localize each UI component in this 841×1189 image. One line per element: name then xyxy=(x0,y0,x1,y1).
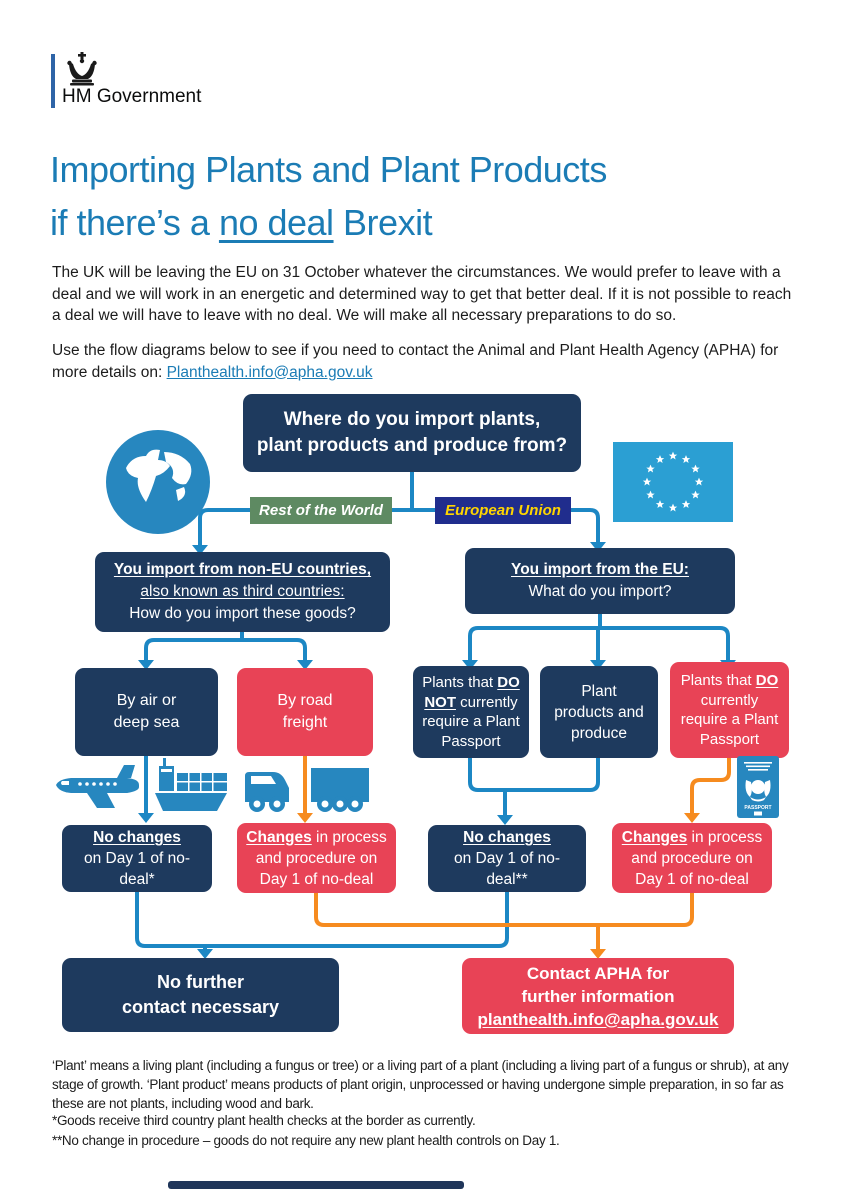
title-line1: Importing Plants and Plant Products xyxy=(50,149,607,190)
gov-logo-text: HM Government xyxy=(62,86,202,107)
flow-box-root-question: Where do you import plants, plant products and produce from? xyxy=(243,394,581,472)
branch-label-rest-of-world: Rest of the World xyxy=(250,497,392,524)
flow-box-plants-no-passport: Plants that DO NOT currently require a Plant Passport xyxy=(413,666,529,758)
crown-icon xyxy=(64,52,100,86)
footnote-definitions: ‘Plant’ means a living plant (including a fungus or tree) or a living part of a plant (including a living part of a fungus or shrub), at any stage of growth. ‘Plant product’ means products of plant origin, unprocessed or having undergone simple preparation, in so far as these are not plants, including wood and bark. xyxy=(52,1058,789,1111)
title-line2: if there’s a no deal Brexit xyxy=(50,202,433,243)
diagram-instructions: Use the flow diagrams below to see if you need to contact the Animal and Plant Health Agency (APHA) for more details on: Planthealth.info@apha.gov.uk xyxy=(52,342,779,381)
flow-box-no-changes-eu: No changes on Day 1 of no-deal** xyxy=(428,825,586,892)
passport-icon-label: PASSPORT xyxy=(744,805,772,811)
page-title xyxy=(50,143,607,249)
footnote-double-star: **No change in procedure – goods do not require any new plant health controls on Day 1. xyxy=(52,1133,560,1148)
airplane-icon xyxy=(55,764,141,810)
passport-icon xyxy=(737,756,779,818)
flow-box-contact-apha: Contact APHA for further information planthealth.info@apha.gov.uk xyxy=(462,958,734,1034)
flow-box-no-further-contact: No further contact necessary xyxy=(62,958,339,1032)
globe-icon xyxy=(106,430,210,534)
gov-logo-bar xyxy=(51,54,55,108)
flow-box-plants-passport: Plants that DO currently require a Plant Passport xyxy=(670,662,789,758)
eu-flag-icon xyxy=(613,442,733,522)
truck-icon xyxy=(243,760,369,814)
apha-email-link[interactable]: Planthealth.info@apha.gov.uk xyxy=(166,363,373,381)
title-no-deal: no deal xyxy=(218,202,334,243)
flow-box-road-freight: By road freight xyxy=(237,668,373,756)
flow-box-eu-question: You import from the EU: What do you import? xyxy=(465,548,735,614)
flow-box-plant-products: Plant products and produce xyxy=(540,666,658,758)
apha-contact-email-link[interactable]: planthealth.info@apha.gov.uk xyxy=(477,1009,719,1029)
flow-box-non-eu-question: You import from non-EU countries, also known as third countries: How do you import these goods? xyxy=(95,552,390,632)
footnote-star: *Goods receive third country plant health checks at the border as currently. xyxy=(52,1113,476,1128)
flow-box-changes-eu: Changes in process and procedure on Day 1 of no-deal xyxy=(612,823,772,893)
flow-box-changes-row: Changes in process and procedure on Day 1 of no-deal xyxy=(237,823,396,893)
page-indicator-bar xyxy=(168,1181,464,1189)
branch-label-european-union: European Union xyxy=(435,497,571,524)
ship-icon xyxy=(153,757,229,813)
intro-paragraph: The UK will be leaving the EU on 31 October whatever the circumstances. We would prefer to leave with a deal and we will work in an energetic and determined way to get that better deal. If it is not possible to reach a deal we will have to leave with no deal. We will make all necessary preparations to do so. xyxy=(52,264,792,324)
flow-box-no-changes-row: No changes on Day 1 of no-deal* xyxy=(62,825,212,892)
flow-box-air-sea: By air or deep sea xyxy=(75,668,218,756)
